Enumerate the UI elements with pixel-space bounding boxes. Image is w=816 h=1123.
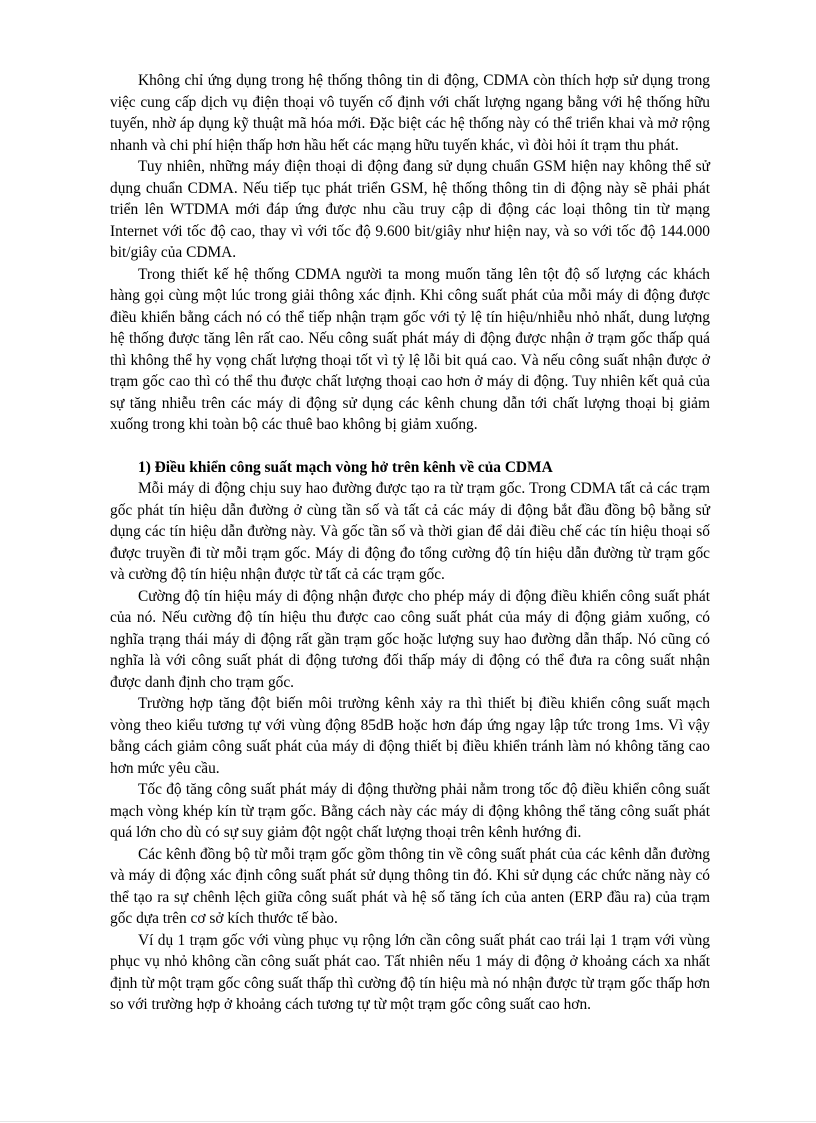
paragraph-cdma-fixed-wireless: Không chỉ ứng dụng trong hệ thống thông tin di động, CDMA còn thích hợp sử dụng trong việc cung cấp dịch vụ điện thoại vô tuyến cố định với chất lượng ngang bằng với hệ thống hữu tuyến, nhờ áp dụng kỹ thuật mã hóa mới. Đặc biệt các hệ thống này có thể triển khai và mở rộng nhanh và chi phí hiện thấp hơn hầu hết các mạng hữu tuyến khác, vì đòi hỏi ít trạm thu phát. bbox=[110, 72, 710, 154]
paragraph-cdma-capacity: Trong thiết kế hệ thống CDMA người ta mong muốn tăng lên tột độ số lượng các khách hàng gọi cùng một lúc trong giải thông xác định. Khi công suất phát của mỗi máy di động được điều khiển bằng cách nó có thể tiếp nhận trạm gốc với tỷ lệ tín hiệu/nhiễu nhỏ nhất, dung lượng hệ thống được tăng lên rất cao. Nếu công suất phát máy di động được nhận ở trạm gốc thấp quá thì không thể hy vọng chất lượng thoại tốt vì tỷ lệ lỗi bit quá cao. Và nếu công suất nhận được ở trạm gốc cao thì có thể thu được chất lượng thoại cao hơn ở máy di động. Tuy nhiên kết quả của sự tăng nhiễu trên các máy di động sử dụng các kênh chung dẫn tới chất lượng thoại bị giảm xuống trong khi toàn bộ các thuê bao không bị giảm xuống. bbox=[110, 265, 710, 433]
paragraph-gsm-compatibility: Tuy nhiên, những máy điện thoại di động đang sử dụng chuẩn GSM hiện nay không thể sử dụng chuẩn CDMA. Nếu tiếp tục phát triển GSM, hệ thống thông tin di động này sẽ phải phát triển lên WTDMA mới đáp ứng được nhu cầu truy cập di động các loại thông tin từ mạng Internet với tốc độ cao, thay vì với tốc độ 9.600 bit/giây như hiện nay, và so với tốc độ 144.000 bit/giây của CDMA. bbox=[110, 158, 710, 261]
page-bottom-edge bbox=[0, 1121, 816, 1122]
document-page bbox=[110, 70, 710, 1016]
paragraph-example: Ví dụ 1 trạm gốc với vùng phục vụ rộng lớn cần công suất phát cao trái lại 1 trạm với vùng phục vụ nhỏ không cần công suất phát cao. Tất nhiên nếu 1 máy di động ở khoảng cách xa nhất định từ một trạm gốc công suất thấp thì cường độ tín hiệu mà nó nhận được từ trạm gốc thấp hơn so với trường hợp ở khoảng cách tương tự từ một trạm gốc công suất cao hơn. bbox=[110, 931, 710, 1013]
paragraph-channel-change: Trường hợp tăng đột biến môi trường kênh xảy ra thì thiết bị điều khiển công suất mạch vòng theo kiểu tương tự với vùng động 85dB hoặc hơn đáp ứng ngay lập tức trong 1ms. Vì vậy bằng cách giảm công suất phát của máy di động thiết bị điều khiển tránh làm nó không tăng cao hơn mức yêu cầu. bbox=[110, 695, 710, 777]
paragraph-signal-strength: Cường độ tín hiệu máy di động nhận được cho phép máy di động điều khiển công suất phát của nó. Nếu cường độ tín hiệu thu được cao công suất phát của máy di động giảm xuống, có nghĩa trạng thái máy di động rất gần trạm gốc hoặc lượng suy hao đường dẫn thấp. Nó cũng có nghĩa là với công suất phát di động tương đối thấp máy di động có thể đưa ra công suất nhận được danh định cho trạm gốc. bbox=[110, 587, 710, 691]
paragraph-power-rate: Tốc độ tăng công suất phát máy di động thường phải nằm trong tốc độ điều khiển công suất mạch vòng khép kín từ trạm gốc. Bằng cách này các máy di động không thể tăng công suất phát quá lớn cho dù có sự suy giảm đột ngột chất lượng thoại trên kênh hướng đi. bbox=[110, 781, 710, 841]
section-spacer bbox=[110, 436, 710, 457]
paragraph-sync-channels: Các kênh đồng bộ từ mỗi trạm gốc gồm thông tin về công suất phát của các kênh dẫn đường và máy di động xác định công suất phát sử dụng thông tin đó. Khi sử dụng các chức năng này có thể tạo ra sự chênh lệch giữa công suất phát và hệ số tăng ích của anten (ERP đầu ra) của trạm gốc dựa trên cơ sở kích thước tế bào. bbox=[110, 845, 710, 927]
section-heading: 1) Điều khiển công suất mạch vòng hở trên kênh về của CDMA bbox=[138, 458, 553, 476]
paragraph-path-loss: Mỗi máy di động chịu suy hao đường được tạo ra từ trạm gốc. Trong CDMA tất cả các trạm gốc phát tín hiệu dẫn đường ở cùng tần số và tất cả các máy di động bắt đầu đồng bộ bằng sử dụng các tín hiệu dẫn đường này. Và gốc tần số và thời gian để dải điều chế các tín hiệu thoại số được truyền đi từ mỗi trạm gốc. Máy di động đo tổng cường độ tín hiệu dẫn đường từ trạm gốc và cường độ tín hiệu nhận được từ tất cả các trạm gốc. bbox=[110, 480, 710, 583]
